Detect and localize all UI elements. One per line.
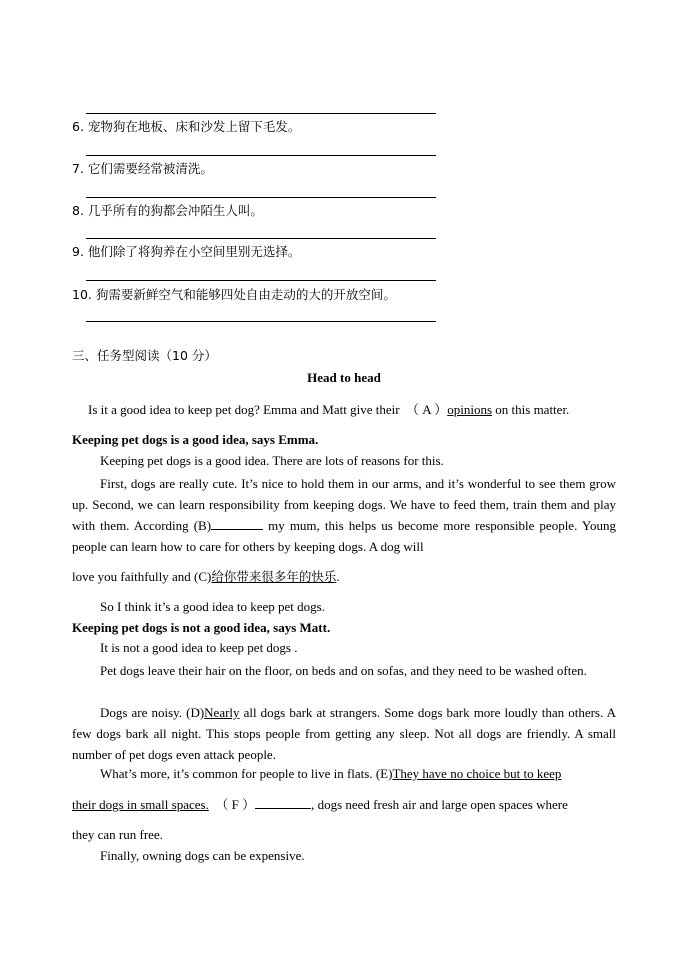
item-text: 狗需要新鲜空气和能够四处自由走动的大的开放空间。 [95,287,396,302]
answer-line [86,113,436,114]
emma-paragraph-2: First, dogs are really cute. It’s nice to hold them in our arms, and it’s wonderful to see them grow up. Second, we can learn responsibility from keeping dogs. We have to feed them, train them and play with them. According (B) my mum, this helps us become more responsible people. Young people can learn how to care for others by keeping dogs. A dog will [72,476,617,554]
item-number: 8. [72,203,84,218]
matt-heading: Keeping pet dogs is not a good idea, says Matt. [72,620,331,635]
item-number: 10. [72,287,92,302]
phrase-c-underlined: 给你带来很多年的快乐 [211,569,337,584]
item-text: 它们需要经常被清洗。 [87,161,213,176]
matt-paragraph-4: What’s more, it’s common for people to live in flats. (E)They have no choice but to keep [100,766,562,781]
translation-item-6 [72,119,300,135]
emma-heading: Keeping pet dogs is a good idea, says Emma. [72,432,319,447]
item-text: 他们除了将狗养在小空间里别无选择。 [87,244,301,259]
item-number: 6. [72,119,84,134]
intro-paragraph: Is it a good idea to keep pet dog? Emma and Matt give their （ A ）opinions on this matter. [88,402,570,417]
emma-conclusion: So I think it’s a good idea to keep pet dogs. [100,599,325,614]
answer-line [86,155,436,156]
matt-paragraph-7: Finally, owning dogs can be expensive. [100,848,305,863]
translation-item-7 [72,161,213,177]
answer-line [86,280,436,281]
item-text: 几乎所有的狗都会冲陌生人叫。 [87,203,263,218]
blank-f [255,796,311,809]
item-number: 7. [72,161,84,176]
matt-paragraph-2: Pet dogs leave their hair on the floor, on beds and on sofas, and they need to be washed often. [100,663,587,678]
blank-b [211,517,263,530]
matt-paragraph-3: Dogs are noisy. (D)Nearly all dogs bark at strangers. Some dogs bark more loudly than others. A few dogs bark all night. This stops people from getting any sleep. Not all dogs are friendly. A small number of pet dogs even attack people. [72,705,616,762]
matt-paragraph-6: they can run free. [72,827,163,842]
translation-item-9 [72,244,300,260]
answer-line [86,197,436,198]
translation-item-10 [72,287,396,303]
item-text: 宠物狗在地板、床和沙发上留下毛发。 [87,119,301,134]
matt-paragraph-5: their dogs in small spaces. （ F ） , dogs need fresh air and large open spaces where [72,797,568,812]
sentence-e-underlined: They have no choice but to keep [392,766,562,781]
emma-paragraph-1: Keeping pet dogs is a good idea. There are lots of reasons for this. [100,453,444,468]
passage-title: Head to head [307,370,381,385]
sentence-e-underlined-cont: their dogs in small spaces. [72,797,209,812]
item-number: 9. [72,244,84,259]
nearly-underlined: Nearly [204,705,240,720]
answer-line [86,321,436,322]
section-heading: 三、任务型阅读（10 分） [72,348,217,363]
translation-item-8 [72,203,263,219]
answer-line [86,238,436,239]
opinions-underlined: opinions [447,402,493,417]
matt-paragraph-1: It is not a good idea to keep pet dogs . [100,640,298,655]
emma-paragraph-3: love you faithfully and (C)给你带来很多年的快乐. [72,569,340,584]
